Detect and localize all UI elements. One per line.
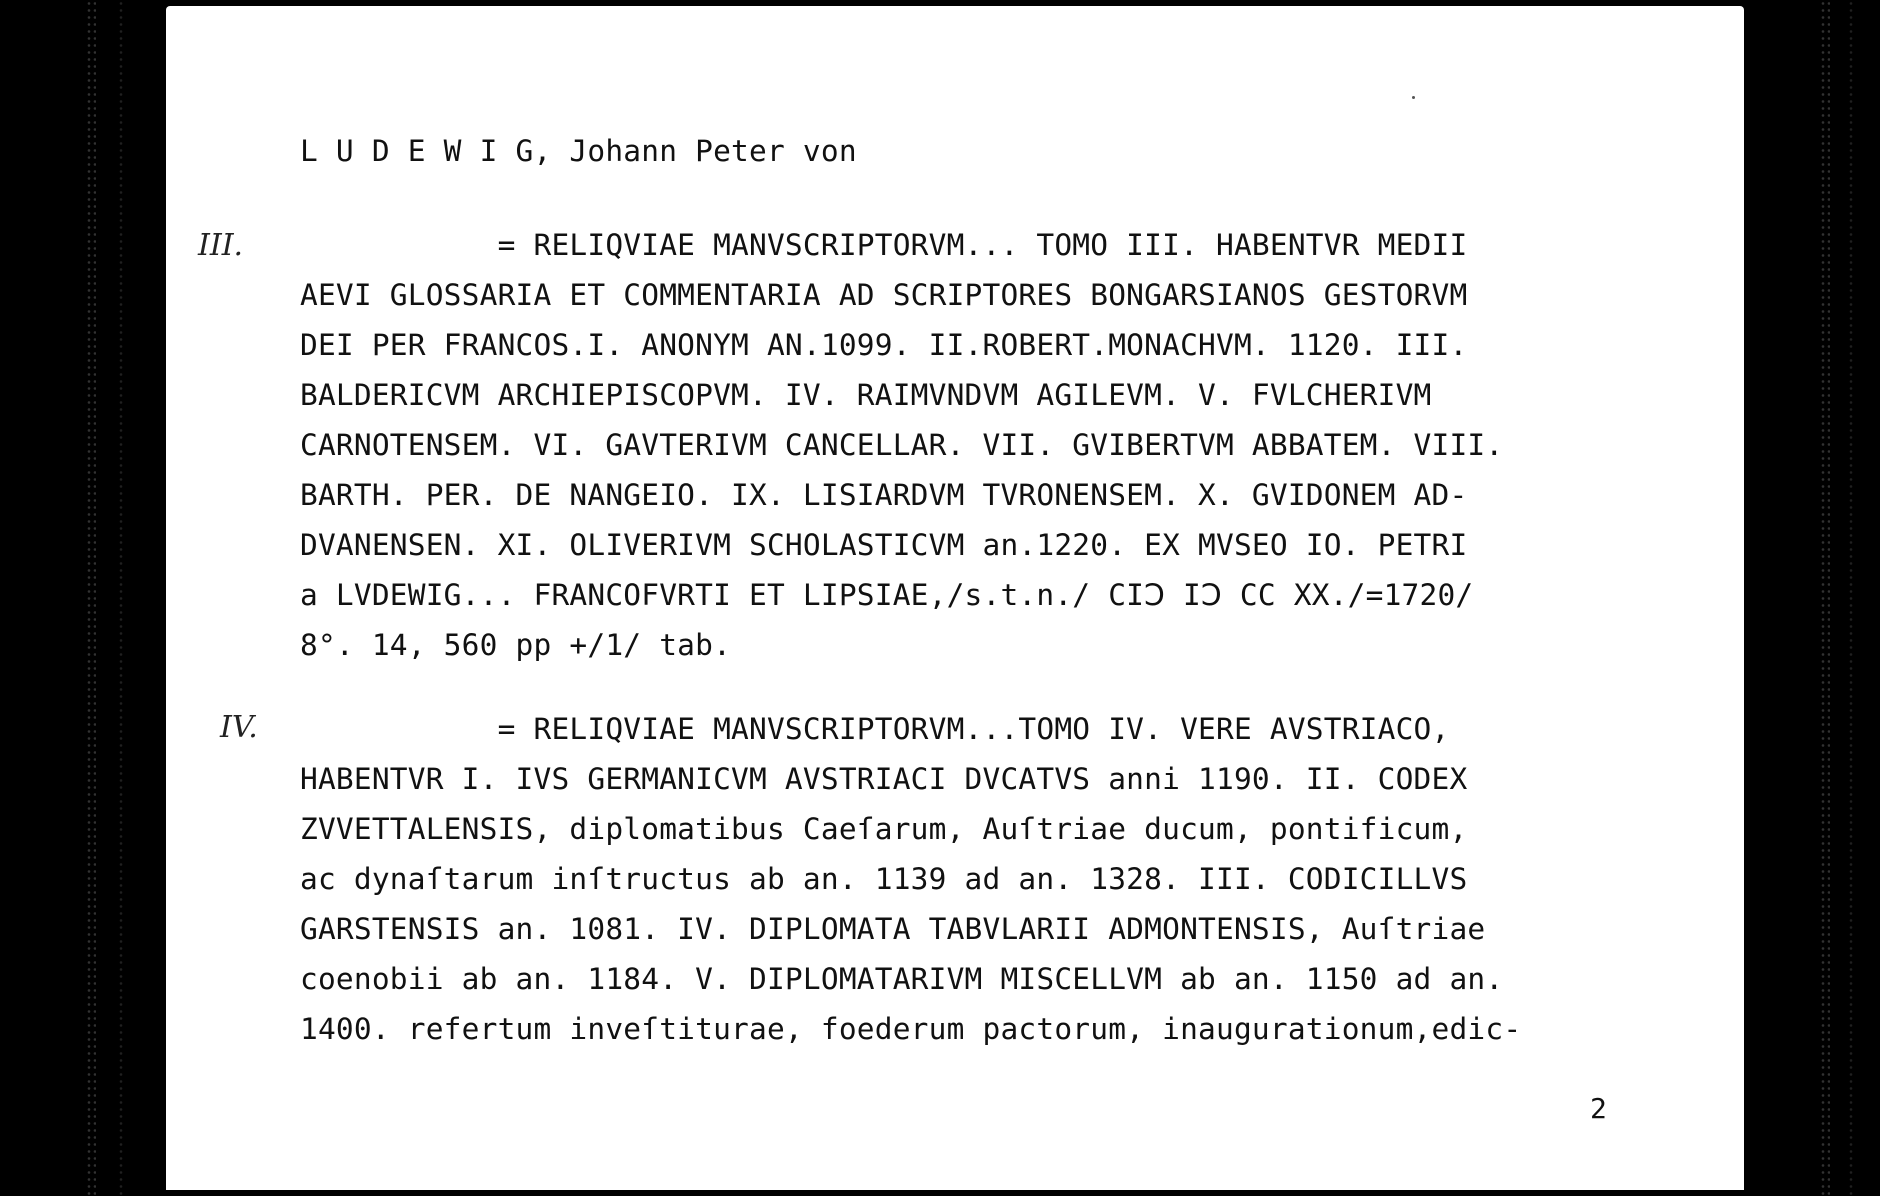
entry-iv-line: 1400. refertum inveſtiturae, foederum pactorum, inaugurationum,edic- [300,1012,1522,1046]
film-edge-right-inner [1848,0,1854,1196]
entry-iii-line: DEI PER FRANCOS.I. ANONYM AN.1099. II.ROBERT.MONACHVM. 1120. III. [300,328,1468,362]
entry-iii-line: CARNOTENSEM. VI. GAVTERIVM CANCELLAR. VII. GVIBERTVM ABBATEM. VIII. [300,428,1504,462]
entry-iii-line: BALDERICVM ARCHIEPISCOPVM. IV. RAIMVNDVM AGILEVM. V. FVLCHERIVM [300,378,1432,412]
margin-mark-iii: III. [198,228,244,263]
entry-iv-line: ac dynaſtarum inſtructus ab an. 1139 ad an. 1328. III. CODICILLVS [300,862,1468,896]
entry-iv-line: HABENTVR I. IVS GERMANICVM AVSTRIACI DVCATVS anni 1190. II. CODEX [300,762,1468,796]
entry-iii-line: a LVDEWIG... FRANCOFVRTI ET LIPSIAE,/s.t.n./ CIↃ IↃ CC XX./=1720/ [300,578,1474,612]
catalog-card [166,6,1744,1190]
film-edge-left-inner [118,0,124,1196]
film-edge-left [86,0,96,1196]
entry-iii-line: AEVI GLOSSARIA ET COMMENTARIA AD SCRIPTORES BONGARSIANOS GESTORVM [300,278,1468,312]
film-edge-right [1820,0,1830,1196]
entry-iii-line: = RELIQVIAE MANVSCRIPTORVM... TOMO III. HABENTVR MEDII [300,228,1468,262]
entry-iii-line: DVANENSEN. XI. OLIVERIVM SCHOLASTICVM an.1220. EX MVSEO IO. PETRI [300,528,1468,562]
entry-iv-line: coenobii ab an. 1184. V. DIPLOMATARIVM MISCELLVM ab an. 1150 ad an. [300,962,1504,996]
entry-iv-line: GARSTENSIS an. 1081. IV. DIPLOMATA TABVLARII ADMONTENSIS, Auſtriae [300,912,1486,946]
dust-speck [1412,96,1415,99]
margin-mark-iv: IV. [220,710,258,745]
entry-iv-line: = RELIQVIAE MANVSCRIPTORVM...TOMO IV. VERE AVSTRIACO, [300,712,1450,746]
entry-iii-line: BARTH. PER. DE NANGEIO. IX. LISIARDVM TVRONENSEM. X. GVIDONEM AD- [300,478,1468,512]
page-number: 2 [1590,1092,1607,1125]
entry-iii-line: 8°. 14, 560 pp +/1/ tab. [300,628,732,662]
entry-iv-line: ZVVETTALENSIS, diplomatibus Caeſarum, Auſtriae ducum, pontificum, [300,812,1468,846]
author-heading: L U D E W I G, Johann Peter von [300,134,857,168]
